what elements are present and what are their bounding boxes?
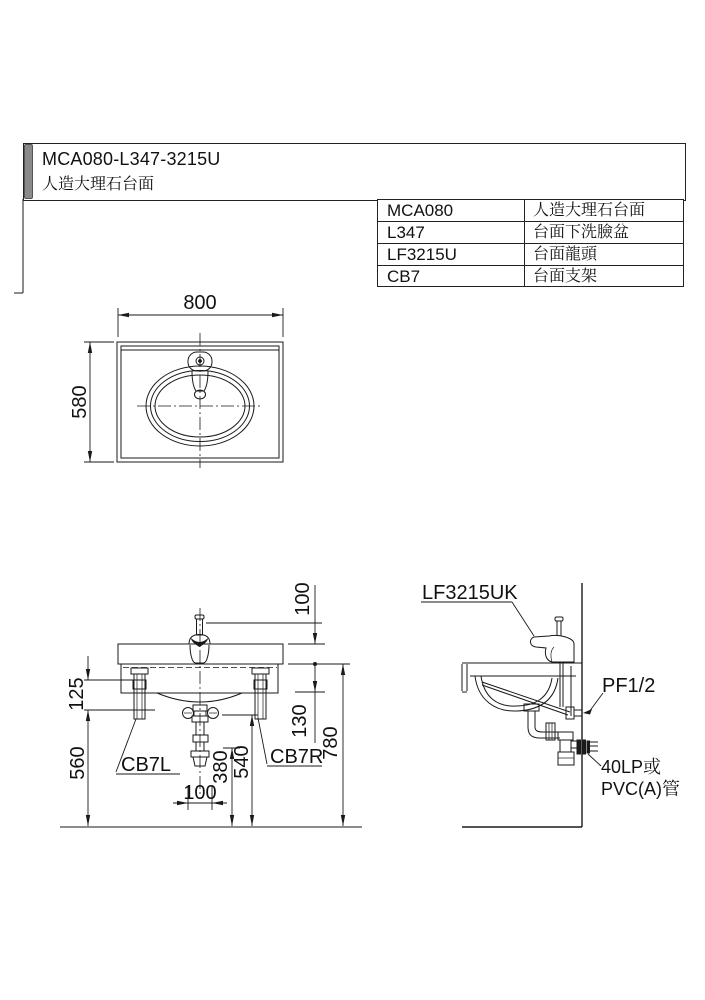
dim-560-label: 560 bbox=[67, 746, 89, 780]
part-name: 人造大理石台面 bbox=[533, 202, 646, 219]
table-row bbox=[378, 200, 683, 221]
dim-580-label: 580 bbox=[69, 385, 91, 419]
binding-edge-tab bbox=[24, 144, 33, 199]
side-view-wall-floor bbox=[462, 583, 582, 827]
faucet-model-label: LF3215UK bbox=[422, 582, 518, 604]
part-name: 台面龍頭 bbox=[533, 246, 598, 263]
side-view-faucet bbox=[530, 617, 574, 662]
part-code: MCA080 bbox=[378, 200, 525, 221]
dim-100-faucet-label: 100 bbox=[292, 582, 314, 616]
product-model-title: MCA080-L347-3215U bbox=[42, 149, 221, 169]
table-row bbox=[378, 221, 683, 243]
product-subtitle: 人造大理石台面 bbox=[42, 176, 155, 193]
table-row bbox=[378, 265, 683, 287]
part-name: 台面下洗臉盆 bbox=[533, 224, 630, 241]
bracket-left-label: CB7L bbox=[121, 754, 172, 776]
side-leader-lf3215uk bbox=[421, 602, 534, 636]
table-row bbox=[378, 243, 683, 265]
bracket-right-label: CB7R bbox=[270, 746, 324, 768]
side-leader-pf12 bbox=[583, 693, 603, 715]
frame-corner-mark bbox=[14, 199, 23, 293]
part-name: 台面支架 bbox=[533, 268, 598, 285]
drain-pipe-label-line2: PVC(A)管 bbox=[601, 779, 681, 799]
side-view-bracket bbox=[482, 666, 571, 716]
side-view-counter bbox=[462, 663, 582, 692]
part-code: CB7 bbox=[378, 266, 525, 287]
dim-540-label: 540 bbox=[231, 745, 253, 779]
dim-130-label: 130 bbox=[289, 704, 311, 738]
part-code: L347 bbox=[378, 222, 525, 243]
side-view-drain-trap bbox=[524, 704, 577, 765]
dim-100-drain-label: 100 bbox=[183, 782, 217, 804]
front-view-faucet bbox=[189, 615, 210, 663]
side-view-wall-outlet bbox=[577, 740, 598, 754]
part-code: LF3215U bbox=[378, 244, 525, 265]
dim-380-label: 380 bbox=[210, 750, 232, 784]
drain-pipe-label-line1: 40LP或 bbox=[601, 757, 662, 777]
supply-connection-label: PF1/2 bbox=[602, 675, 656, 697]
dim-800-label: 800 bbox=[183, 292, 217, 314]
side-leader-40lp bbox=[588, 754, 601, 766]
front-dim-right bbox=[206, 585, 350, 826]
dim-125-label: 125 bbox=[66, 677, 88, 711]
front-dim-left bbox=[84, 656, 155, 826]
dim-780-label: 780 bbox=[320, 726, 342, 760]
parts-table bbox=[377, 199, 684, 287]
